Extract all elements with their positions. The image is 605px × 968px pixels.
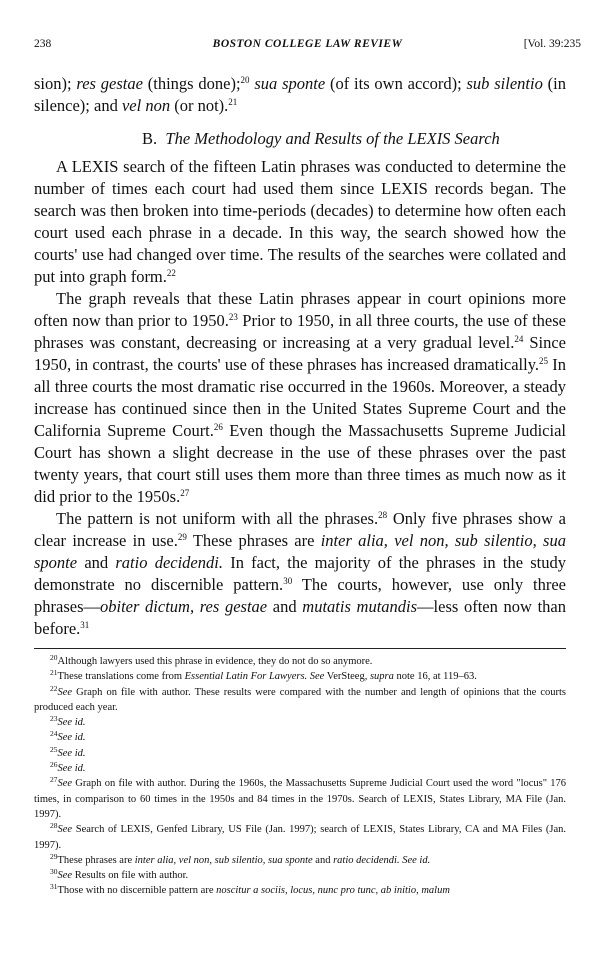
section-heading (34, 128, 566, 150)
footnote-ref: 24 (514, 334, 524, 344)
footnote-ref: 22 (166, 268, 176, 278)
footnote-21: $^{21}$These translations come from Essential Latin For Lawyers. See VerSteeg, supra note 16, at 119–63. (50, 668, 477, 683)
footnote-31: $^{31}$Those with no discernible pattern are noscitur a sociis, locus, nunc pro tunc, ab initio, malum (50, 882, 450, 897)
footnotes (34, 654, 566, 899)
footnote-29: $^{29}$These phrases are inter alia, vel non, sub silentio, sua sponte and ratio decidendi. See id. (50, 851, 431, 866)
footnote-ref: 28 (378, 510, 388, 520)
footnote-22: $^{22}$See Graph on file with author. These results were compared with the number and length of opinions that the courts produced each year. (34, 683, 566, 713)
footnote-ref: 20 (240, 75, 250, 85)
paragraph-pattern: The pattern is not uniform with all the phrases.$^{28}$ Only five phrases show a clear increase in use.$^{29}$ These phrases are inter alia, vel non, sub silentio, sua sponte and ratio decidendi. In fact, the majority of the phrases in the study demonstrate no discernible pattern.$^{30}$ The courts, however, use only three phrases—obiter dictum, res gestae and mutatis mutandis—less often now than before.$^{31}$ (34, 509, 567, 638)
section-title: The Methodology and Results of the LEXIS Search (165, 129, 500, 148)
footnote-ref: 31 (80, 620, 90, 630)
paragraph-methodology: A LEXIS search of the fifteen Latin phrases was conducted to determine the number of times each court had used them since LEXIS records began. The search was then broken into time-periods (decades) to determine how often each court used each phrase in a decade. In this way, the search showed how the courts' use had changed over time. The results of the searches were collated and put into graph form.$^{22}$ (34, 157, 566, 286)
footnote-ref: 23 (228, 312, 238, 322)
footnote-28: $^{28}$See Search of LEXIS, Genfed Library, US File (Jan. 1997); search of LEXIS, States Library, CA and MA Files (Jan. 1997). (34, 821, 566, 851)
intro-paragraph: sion); res gestae (things done);$^{20}$ sua sponte (of its own accord); sub silentio (in silence); and vel non (or not).$^{21}$ (34, 74, 566, 115)
footnote-ref: 21 (228, 97, 238, 107)
footnote-divider (34, 648, 566, 649)
journal-title: BOSTON COLLEGE LAW REVIEW (212, 38, 403, 50)
footnote-30: $^{30}$See Results on file with author. (50, 867, 189, 882)
footnote-ref: 29 (177, 532, 187, 542)
footnote-ref: 26 (213, 422, 223, 432)
running-header (34, 38, 581, 56)
main-text (34, 73, 566, 640)
footnote-20: $^{20}$Although lawyers used this phrase in evidence, they do not do so anymore. (50, 653, 373, 667)
footnote-23: $^{23}$See id. (50, 714, 86, 729)
footnote-24: $^{24}$See id. (50, 729, 86, 744)
footnote-ref: 25 (539, 356, 549, 366)
footnote-ref: 30 (283, 576, 293, 586)
footnote-ref: 27 (180, 488, 190, 498)
page-number: 238 (34, 38, 52, 50)
footnote-27: $^{27}$See Graph on file with author. During the 1960s, the Massachusetts Supreme Judicial Court used the word "locus" 176 times, in comparison to 60 times in the 1950s and 84 times in the 1970s. Search of LEXIS, States Library, MA File (Jan. 1997). (34, 775, 566, 820)
footnote-26: $^{26}$See id. (50, 760, 86, 775)
paragraph-graph-results: The graph reveals that these Latin phrases appear in court opinions more often now than prior to 1950.23 Prior to 1950, in all three courts, the use of these phrases was constant, decreasing or increasing at a very gradual level.$^{24}$ Since 1950, in contrast, the courts' use of these phrases has increased dramatically.$^{25}$ In all three courts the most dramatic rise occurred in the 1960s. Moreover, a steady increase has continued since then in the United States Supreme Court and the California Supreme Court.$^{26}$ Even though the Massachusetts Supreme Judicial Court has shown a slight decrease in the use of these phrases over the past twenty years, that court still uses them more than three times as much now as it did prior to the 1950s.$^{27}$ (34, 289, 567, 506)
footnote-25: $^{25}$See id. (50, 744, 86, 759)
volume-citation: [Vol. 39:235 (523, 38, 581, 50)
section-letter: B. (142, 129, 158, 148)
